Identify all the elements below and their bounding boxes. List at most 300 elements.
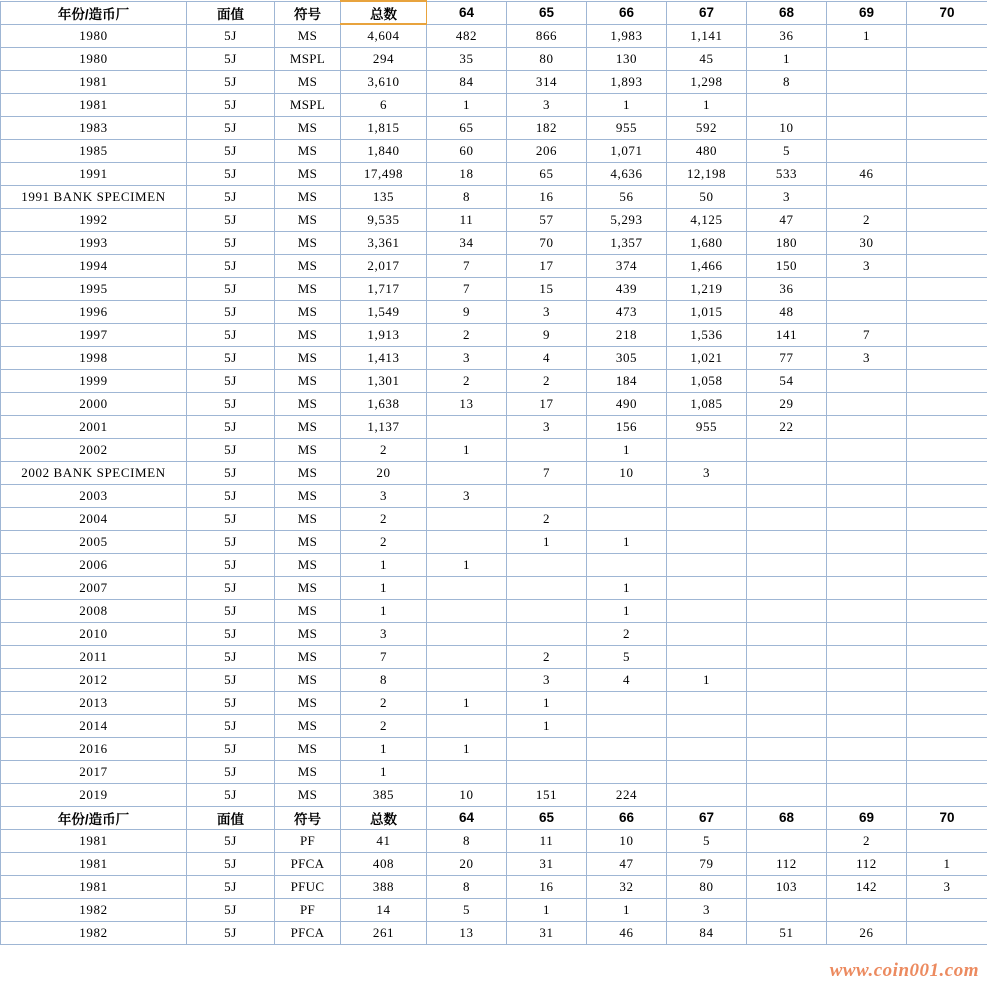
cell-64-r2: 84 [427,70,507,93]
cell-70-r8 [907,208,987,231]
cell-66-r30 [587,714,667,737]
cell-67-r11: 1,219 [667,277,747,300]
cell--r26: 3 [341,622,427,645]
cell-70-r30 [907,714,987,737]
cell-70-r9 [907,231,987,254]
cell--r16: 5J [187,392,275,415]
cell--r30: 2014 [1,714,187,737]
table-row [1,24,987,47]
cell-65-r20 [507,484,587,507]
cell-66-r16: 490 [587,392,667,415]
cell-65-r29: 1 [507,691,587,714]
cell-68-r18 [747,438,827,461]
cell-69-r24 [827,576,907,599]
cell--r26: 2010 [1,622,187,645]
cell-68-r1: 1 [747,47,827,70]
cell-68-r28 [747,668,827,691]
table-row [1,392,987,415]
cell-66-r0: 1,983 [587,24,667,47]
cell--r23: 5J [187,553,275,576]
cell--r29: 2013 [1,691,187,714]
cell--r2: MS [275,70,341,93]
cell-70-r12 [907,300,987,323]
cell-68-r7: 3 [747,185,827,208]
cell-68-r27 [747,645,827,668]
cell-70-r33 [907,783,987,806]
table-row [1,898,987,921]
cell-70-r15 [907,369,987,392]
cell-68-r12: 48 [747,300,827,323]
cell--r19: 2002 BANK SPECIMEN [1,461,187,484]
table-row [1,438,987,461]
cell-67-r31 [667,737,747,760]
cell-66-r8: 5,293 [587,208,667,231]
cell--r0: 41 [341,829,427,852]
cell--r25: MS [275,599,341,622]
cell--r18: 5J [187,438,275,461]
cell-69-r17 [827,415,907,438]
cell--r28: 2012 [1,668,187,691]
cell-65-r24 [507,576,587,599]
cell--r21: MS [275,507,341,530]
cell-66-r31 [587,737,667,760]
cell--r26: MS [275,622,341,645]
cell--r33: 385 [341,783,427,806]
table-row [1,645,987,668]
cell-64-r1: 20 [427,852,507,875]
cell-68-r21 [747,507,827,530]
cell-68-r29 [747,691,827,714]
cell--r5: 1,840 [341,139,427,162]
table-row [1,93,987,116]
cell-70-r1: 1 [907,852,987,875]
cell-68-r30 [747,714,827,737]
cell-66-r14: 305 [587,346,667,369]
cell-70-r1 [907,47,987,70]
cell-69-r4 [827,116,907,139]
cell-69-r7 [827,185,907,208]
cell-68-r4: 10 [747,116,827,139]
table-row [1,300,987,323]
cell-64-r23: 1 [427,553,507,576]
column-header-7: 66 [587,1,667,24]
cell--r4: 5J [187,116,275,139]
cell-69-r8: 2 [827,208,907,231]
table-row [1,277,987,300]
cell-69-r30 [827,714,907,737]
cell-66-r9: 1,357 [587,231,667,254]
table-row [1,185,987,208]
table-row [1,921,987,944]
cell--r24: 5J [187,576,275,599]
cell--r11: 5J [187,277,275,300]
column-header-8: 67 [667,806,747,829]
cell--r33: 2019 [1,783,187,806]
cell-68-r13: 141 [747,323,827,346]
cell--r12: MS [275,300,341,323]
column-header-7: 66 [587,806,667,829]
cell-70-r25 [907,599,987,622]
cell--r9: 5J [187,231,275,254]
cell--r1: PFCA [275,852,341,875]
cell-64-r4: 13 [427,921,507,944]
cell-65-r17: 3 [507,415,587,438]
cell-64-r30 [427,714,507,737]
cell--r6: 5J [187,162,275,185]
cell-64-r1: 35 [427,47,507,70]
cell-65-r22: 1 [507,530,587,553]
cell-70-r22 [907,530,987,553]
cell--r21: 5J [187,507,275,530]
cell-65-r13: 9 [507,323,587,346]
cell--r22: 2005 [1,530,187,553]
cell--r20: 2003 [1,484,187,507]
cell-67-r32 [667,760,747,783]
cell--r27: 2011 [1,645,187,668]
cell-65-r25 [507,599,587,622]
cell-64-r22 [427,530,507,553]
cell--r1: MSPL [275,47,341,70]
cell-66-r18: 1 [587,438,667,461]
cell-68-r6: 533 [747,162,827,185]
cell--r24: 1 [341,576,427,599]
cell-67-r10: 1,466 [667,254,747,277]
cell-66-r10: 374 [587,254,667,277]
cell-70-r28 [907,668,987,691]
cell--r5: 1985 [1,139,187,162]
cell--r17: 5J [187,415,275,438]
cell--r4: MS [275,116,341,139]
cell-67-r6: 12,198 [667,162,747,185]
cell-69-r5 [827,139,907,162]
cell--r10: MS [275,254,341,277]
cell-65-r23 [507,553,587,576]
cell--r0: PF [275,829,341,852]
table-row [1,346,987,369]
cell-65-r1: 31 [507,852,587,875]
cell-68-r0: 36 [747,24,827,47]
cell-68-r1: 112 [747,852,827,875]
cell-70-r0 [907,829,987,852]
cell-68-r25 [747,599,827,622]
table-row [1,875,987,898]
cell--r19: 5J [187,461,275,484]
cell-69-r18 [827,438,907,461]
cell-64-r29: 1 [427,691,507,714]
cell-67-r26 [667,622,747,645]
cell--r22: 2 [341,530,427,553]
cell-64-r0: 482 [427,24,507,47]
cell--r3: 1982 [1,898,187,921]
cell-66-r24: 1 [587,576,667,599]
table-row [1,231,987,254]
cell--r8: MS [275,208,341,231]
cell-64-r10: 7 [427,254,507,277]
cell--r8: 9,535 [341,208,427,231]
cell--r7: MS [275,185,341,208]
cell--r6: 1991 [1,162,187,185]
cell--r33: MS [275,783,341,806]
cell--r4: 1,815 [341,116,427,139]
table-row [1,714,987,737]
table-body [1,1,987,944]
cell-65-r12: 3 [507,300,587,323]
cell--r27: 7 [341,645,427,668]
cell-70-r20 [907,484,987,507]
table-header-row-2 [1,806,987,829]
cell--r33: 5J [187,783,275,806]
cell-69-r33 [827,783,907,806]
cell--r27: MS [275,645,341,668]
table-row [1,415,987,438]
column-header-5: 64 [427,1,507,24]
cell-64-r4: 65 [427,116,507,139]
cell--r2: 1981 [1,70,187,93]
table-row [1,323,987,346]
table-row [1,576,987,599]
cell--r0: 4,604 [341,24,427,47]
cell--r4: 5J [187,921,275,944]
cell--r32: 1 [341,760,427,783]
cell--r2: 5J [187,875,275,898]
cell-64-r6: 18 [427,162,507,185]
cell--r29: 2 [341,691,427,714]
table-row [1,70,987,93]
cell-67-r21 [667,507,747,530]
cell-67-r14: 1,021 [667,346,747,369]
cell-66-r17: 156 [587,415,667,438]
cell--r31: 2016 [1,737,187,760]
cell--r14: 1,413 [341,346,427,369]
cell-69-r6: 46 [827,162,907,185]
cell-64-r20: 3 [427,484,507,507]
cell-67-r4: 84 [667,921,747,944]
cell--r28: 5J [187,668,275,691]
cell-65-r11: 15 [507,277,587,300]
cell-69-r12 [827,300,907,323]
table-row [1,691,987,714]
column-header-4: 总数 [341,1,427,24]
cell-64-r5: 60 [427,139,507,162]
table-row [1,599,987,622]
cell--r31: 1 [341,737,427,760]
cell--r9: MS [275,231,341,254]
cell--r14: MS [275,346,341,369]
cell-67-r4: 592 [667,116,747,139]
table-row [1,208,987,231]
cell-70-r26 [907,622,987,645]
cell-69-r10: 3 [827,254,907,277]
cell-67-r22 [667,530,747,553]
cell-69-r21 [827,507,907,530]
cell-68-r22 [747,530,827,553]
cell-70-r17 [907,415,987,438]
table-row [1,116,987,139]
cell--r2: 1981 [1,875,187,898]
cell-68-r3 [747,898,827,921]
cell-65-r33: 151 [507,783,587,806]
cell-70-r21 [907,507,987,530]
cell--r16: 2000 [1,392,187,415]
cell-70-r14 [907,346,987,369]
cell-66-r4: 46 [587,921,667,944]
cell-65-r9: 70 [507,231,587,254]
cell--r30: MS [275,714,341,737]
cell--r31: 5J [187,737,275,760]
cell-65-r19: 7 [507,461,587,484]
cell-66-r3: 1 [587,898,667,921]
column-header-2: 面值 [187,1,275,24]
cell-67-r30 [667,714,747,737]
cell-70-r18 [907,438,987,461]
cell-67-r25 [667,599,747,622]
cell--r12: 1,549 [341,300,427,323]
cell-66-r15: 184 [587,369,667,392]
cell-69-r15 [827,369,907,392]
cell--r12: 5J [187,300,275,323]
cell--r15: 5J [187,369,275,392]
cell-66-r19: 10 [587,461,667,484]
cell-67-r3: 3 [667,898,747,921]
cell-70-r11 [907,277,987,300]
cell--r26: 5J [187,622,275,645]
cell-65-r14: 4 [507,346,587,369]
cell-67-r2: 80 [667,875,747,898]
column-header-5: 64 [427,806,507,829]
cell--r4: 1982 [1,921,187,944]
cell-64-r3: 1 [427,93,507,116]
cell-66-r27: 5 [587,645,667,668]
cell--r11: 1995 [1,277,187,300]
cell-65-r2: 314 [507,70,587,93]
cell--r13: 5J [187,323,275,346]
cell-64-r3: 5 [427,898,507,921]
cell-65-r4: 31 [507,921,587,944]
cell--r21: 2004 [1,507,187,530]
cell-66-r28: 4 [587,668,667,691]
cell-67-r19: 3 [667,461,747,484]
cell-67-r20 [667,484,747,507]
cell--r14: 5J [187,346,275,369]
cell-68-r31 [747,737,827,760]
cell-65-r6: 65 [507,162,587,185]
table-row [1,530,987,553]
cell-67-r13: 1,536 [667,323,747,346]
cell-69-r20 [827,484,907,507]
cell-66-r0: 10 [587,829,667,852]
table-row [1,622,987,645]
cell-70-r6 [907,162,987,185]
cell--r28: 8 [341,668,427,691]
cell--r23: 2006 [1,553,187,576]
cell-70-r4 [907,116,987,139]
cell--r4: 1983 [1,116,187,139]
cell--r3: 5J [187,93,275,116]
cell-65-r2: 16 [507,875,587,898]
cell-67-r15: 1,058 [667,369,747,392]
cell-66-r5: 1,071 [587,139,667,162]
watermark-text: www.coin001.com [829,960,979,981]
cell--r31: MS [275,737,341,760]
cell-64-r33: 10 [427,783,507,806]
cell--r15: MS [275,369,341,392]
cell-68-r15: 54 [747,369,827,392]
cell-66-r32 [587,760,667,783]
cell-67-r7: 50 [667,185,747,208]
cell-68-r24 [747,576,827,599]
cell--r22: 5J [187,530,275,553]
column-header-9: 68 [747,806,827,829]
cell--r30: 2 [341,714,427,737]
cell-64-r2: 8 [427,875,507,898]
cell--r32: 2017 [1,760,187,783]
cell--r4: PFCA [275,921,341,944]
cell-70-r31 [907,737,987,760]
cell-64-r28 [427,668,507,691]
cell-69-r16 [827,392,907,415]
cell--r5: 5J [187,139,275,162]
cell-65-r18 [507,438,587,461]
cell-70-r3 [907,898,987,921]
cell-70-r29 [907,691,987,714]
table-row [1,461,987,484]
cell-67-r28: 1 [667,668,747,691]
cell--r3: 5J [187,898,275,921]
cell-64-r8: 11 [427,208,507,231]
cell--r3: PF [275,898,341,921]
cell-69-r28 [827,668,907,691]
cell--r28: MS [275,668,341,691]
cell-64-r31: 1 [427,737,507,760]
cell--r22: MS [275,530,341,553]
cell--r11: 1,717 [341,277,427,300]
cell-67-r9: 1,680 [667,231,747,254]
cell-68-r3 [747,93,827,116]
column-header-8: 67 [667,1,747,24]
column-header-3: 符号 [275,806,341,829]
cell--r1: 1981 [1,852,187,875]
cell-67-r0: 1,141 [667,24,747,47]
cell--r0: 1980 [1,24,187,47]
cell--r1: 294 [341,47,427,70]
cell--r24: MS [275,576,341,599]
cell-67-r17: 955 [667,415,747,438]
cell-64-r27 [427,645,507,668]
column-header-10: 69 [827,806,907,829]
cell-67-r0: 5 [667,829,747,852]
cell-70-r2 [907,70,987,93]
cell--r2: 3,610 [341,70,427,93]
cell--r7: 5J [187,185,275,208]
cell--r1: 5J [187,852,275,875]
cell-65-r27: 2 [507,645,587,668]
cell-70-r27 [907,645,987,668]
cell--r13: MS [275,323,341,346]
cell-65-r0: 11 [507,829,587,852]
cell-67-r1: 45 [667,47,747,70]
cell-67-r23 [667,553,747,576]
cell--r8: 1992 [1,208,187,231]
cell--r7: 1991 BANK SPECIMEN [1,185,187,208]
cell-68-r2: 8 [747,70,827,93]
cell--r14: 1998 [1,346,187,369]
cell-68-r20 [747,484,827,507]
column-header-2: 面值 [187,806,275,829]
cell-69-r22 [827,530,907,553]
cell--r17: MS [275,415,341,438]
cell-69-r11 [827,277,907,300]
cell-67-r16: 1,085 [667,392,747,415]
